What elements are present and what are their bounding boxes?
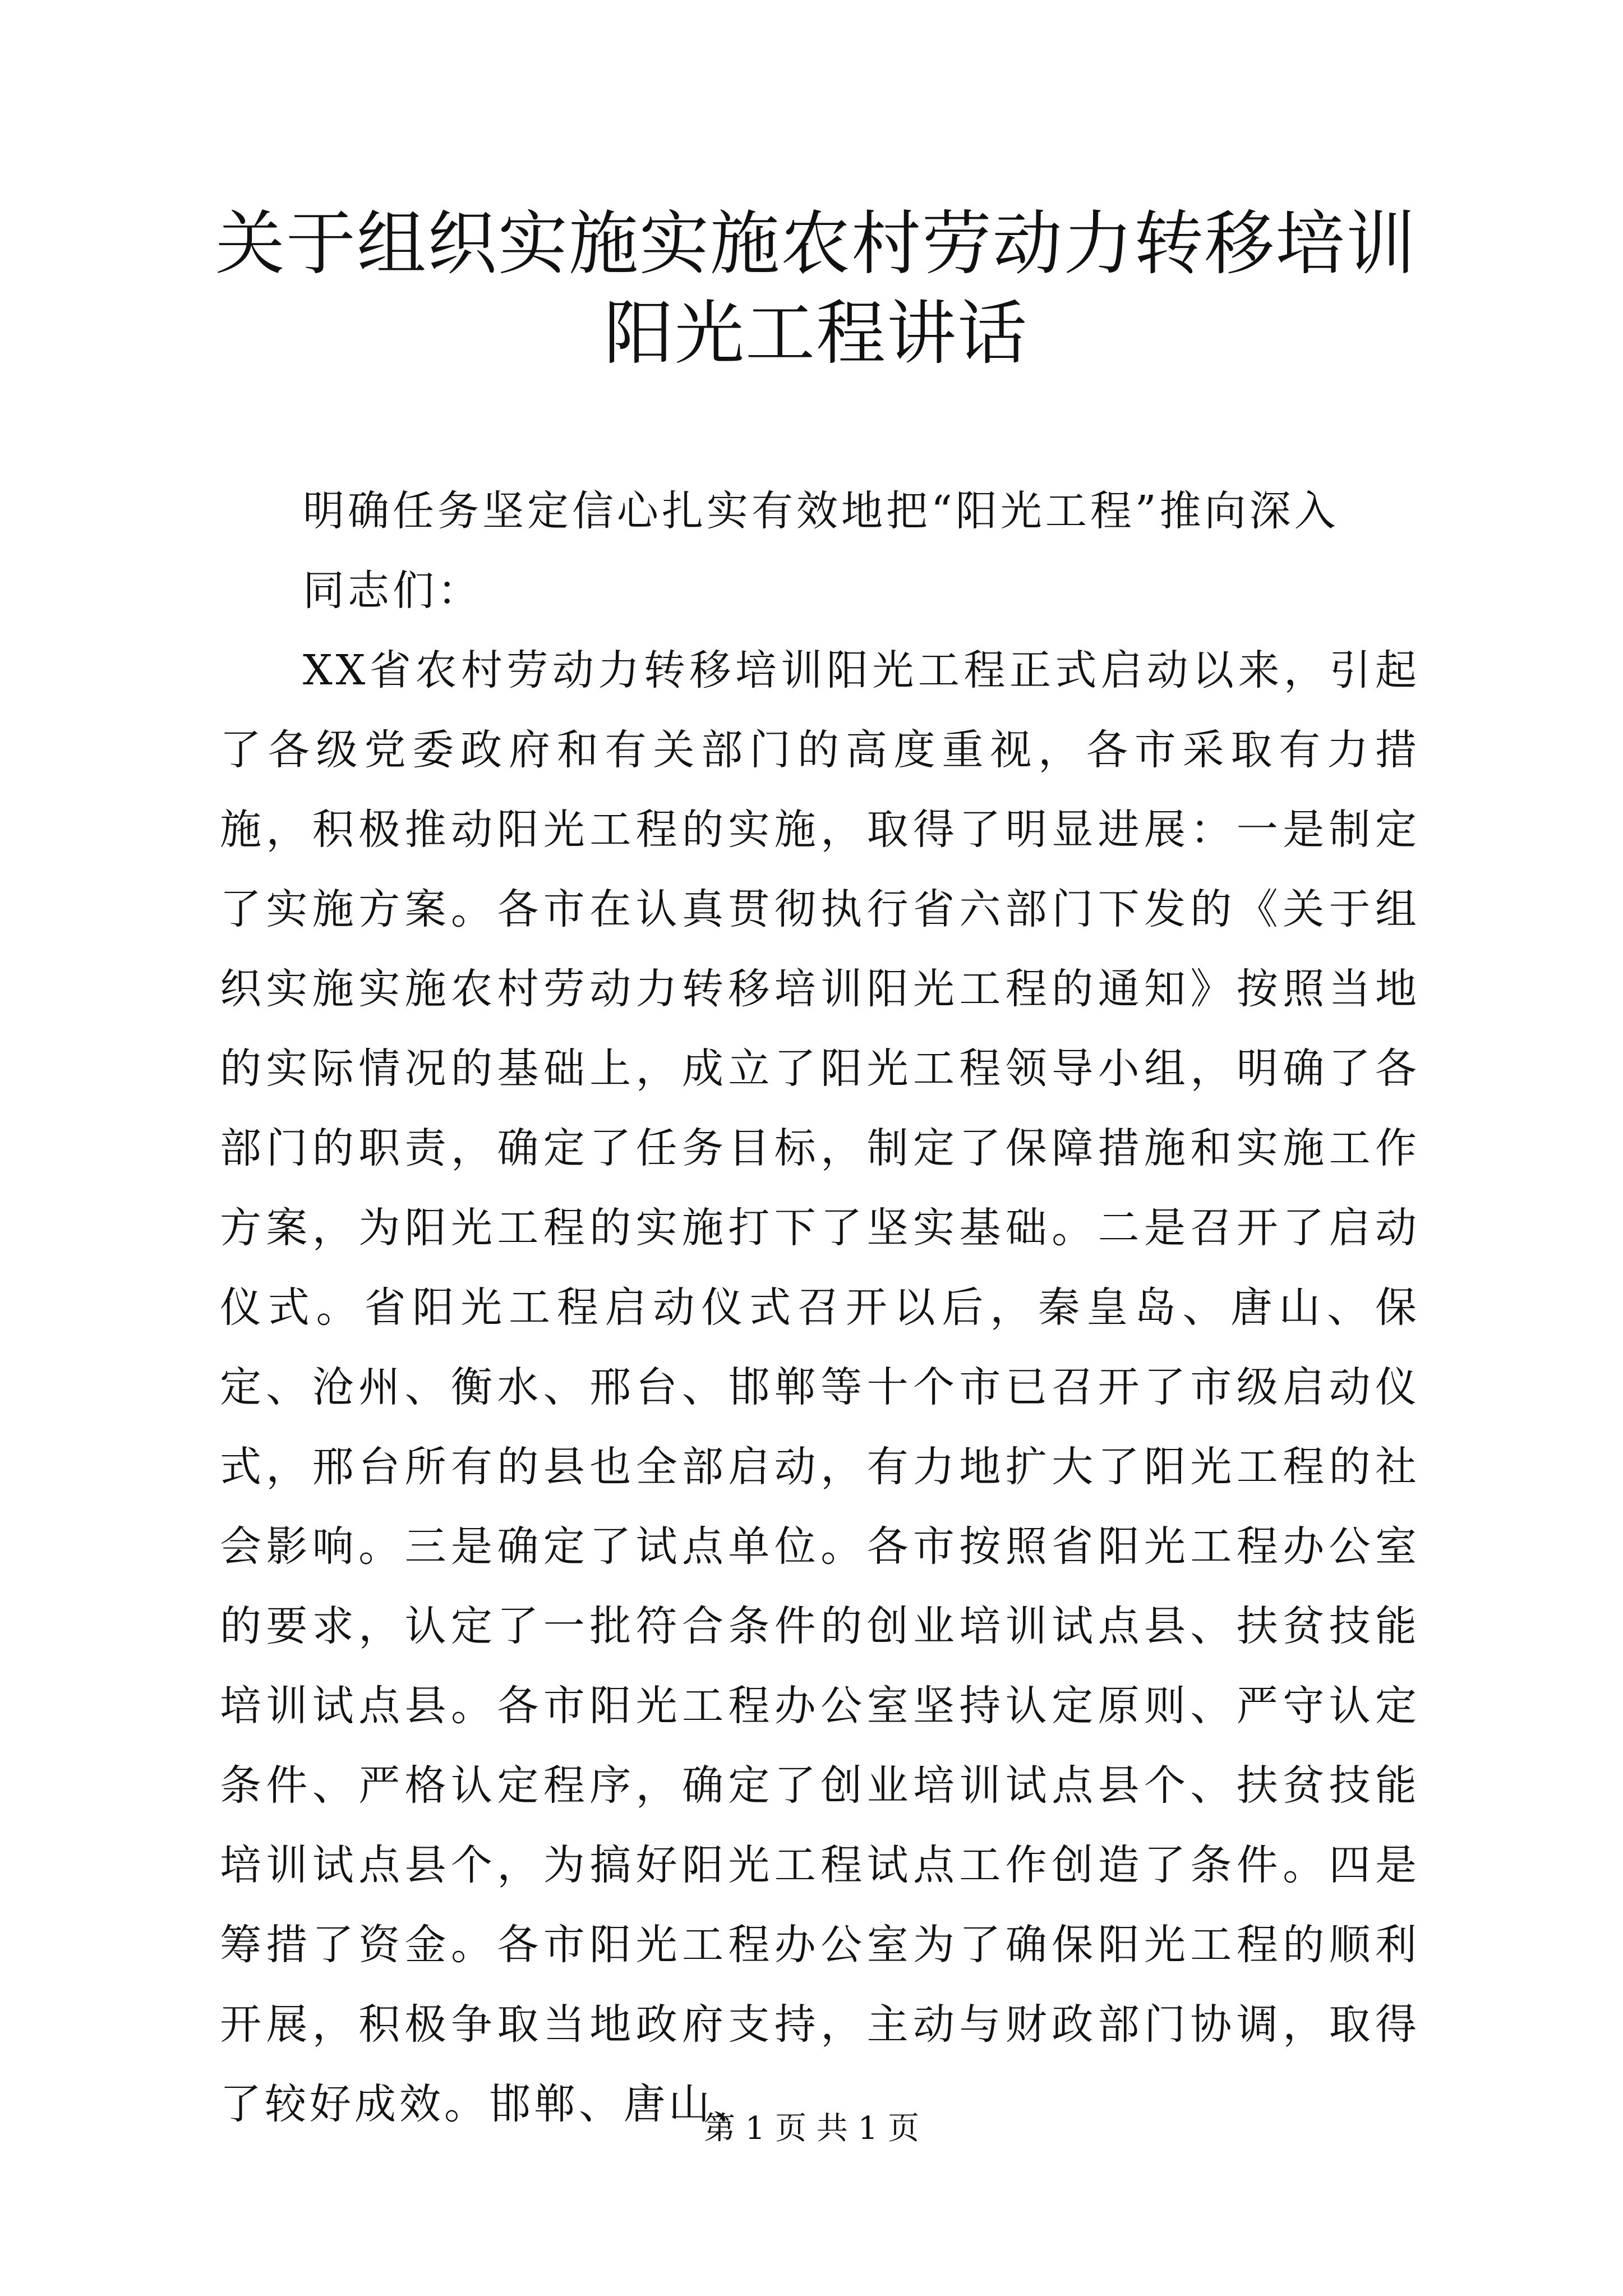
body-paragraph: XX省农村劳动力转移培训阳光工程正式启动以来，引起了各级党委政府和有关部门的高度重视，各市采取有力措施，积极推动阳光工程的实施，取得了明显进展：一是制定了实施方案。各市在认真贯彻执行省六部门下发的《关于组织实施实施农村劳动力转移培训阳光工程的通知》按照当地的实际情况的基础上，成立了阳光工程领导小组，明确了各部门的职责，确定了任务目标，制定了保障措施和实施工作方案，为阳光工程的实施打下了坚实基础。二是召开了启动仪式。省阳光工程启动仪式召开以后，秦皇岛、唐山、保定、沧州、衡水、邢台、邯郸等十个市已召开了市级启动仪式，邢台所有的县也全部启动，有力地扩大了阳光工程的社会影响。三是确定了试点单位。各市按照省阳光工程办公室的要求，认定了一批符合条件的创业培训试点县、扶贫技能培训试点县。各市阳光工程办公室坚持认定原则、严守认定条件、严格认定程序，确定了创业培训试点县个、扶贫技能培训试点县个，为搞好阳光工程试点工作创造了条件。四是筹措了资金。各市阳光工程办公室为了确保阳光工程的顺利开展，积极争取当地政府支持，主动与财政部门协调，取得了较好成效。邯郸、唐山、 (220, 646, 1420, 2128)
salutation: 同志们： (303, 567, 482, 615)
document-title: 关于组织实施实施农村劳动力转移培训阳光工程讲话 (215, 204, 1417, 374)
page-footer: 第 1 页 共 1 页 (703, 2110, 920, 2147)
document-body (220, 471, 1420, 2144)
subtitle: 明确任务坚定信心扎实有效地把“阳光工程”推向深入 (303, 487, 1339, 535)
